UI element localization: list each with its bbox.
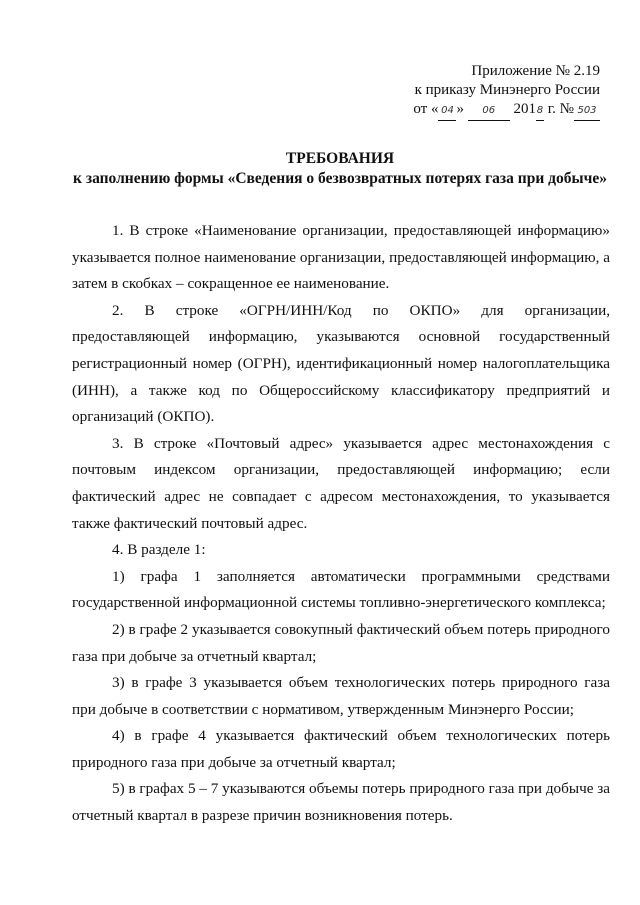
document-subheading: к заполнению формы «Сведения о безвозвратных потерях газа при добыче» (73, 170, 607, 187)
appendix-number: Приложение № 2.19 (471, 63, 600, 79)
appendix-header (380, 62, 600, 121)
document-heading: ТРЕБОВАНИЯ (285, 150, 395, 167)
paragraph-4-item-3: 3) в графе 3 указывается объем технологических потерь природного газа при добыче в соответствии с нормативом, утвержденным Минэнерго России; (72, 674, 610, 718)
date-year-suffix: г. № (543, 101, 574, 117)
order-number-handwritten: 503 (574, 101, 600, 121)
date-mid: » (456, 101, 464, 117)
paragraph-4-item-5: 5) в графах 5 – 7 указываются объемы потерь природного газа при добыче за отчетный квартал в разрезе причин возникновения потерь. (72, 780, 610, 825)
appendix-date-line (380, 100, 600, 121)
date-prefix: от « (413, 101, 439, 117)
date-year-digit-handwritten: 8 (536, 101, 544, 121)
date-day-handwritten: 04 (438, 101, 456, 121)
paragraph-4: 4. В разделе 1: (112, 541, 206, 559)
paragraph-4-item-4: 4) в графе 4 указывается фактический объем технологических потерь природного газа при добыче за отчетный квартал; (72, 727, 610, 771)
paragraph-4-item-1: 1) графа 1 заполняется автоматически программными средствами государственной информационной системы топливно-энергетического комплекса; (72, 567, 610, 612)
document-title-block (40, 149, 640, 189)
date-year-prefix: 201 (513, 101, 536, 117)
document-body (72, 218, 610, 830)
paragraph-1: 1. В строке «Наименование организации, предоставляющей информацию» указывается полное наименование организации, предоставляющей информацию, а затем в скобках – сокращенное ее наименование. (72, 222, 610, 293)
date-month-handwritten: 06 (468, 101, 510, 121)
paragraph-2: 2. В строке «ОГРН/ИНН/Код по ОКПО» для организации, предоставляющей информацию, указываются основной государственный регистрационный номер (ОГРН), идентификационный номер налогоплательщика (ИНН), а также код по Общероссийскому классификатору предприятий и организаций (ОКПО). (72, 301, 610, 426)
paragraph-4-item-2: 2) в графе 2 указывается совокупный фактический объем потерь природного газа при добыче за отчетный квартал; (72, 620, 610, 665)
appendix-order-reference: к приказу Минэнерго России (414, 82, 600, 98)
paragraph-3: 3. В строке «Почтовый адрес» указывается адрес местонахождения с почтовым индексом организации, предоставляющей информацию; если фактический адрес не совпадает с адресом местонахождения, то указывается также фактический почтовый адрес. (72, 434, 610, 532)
